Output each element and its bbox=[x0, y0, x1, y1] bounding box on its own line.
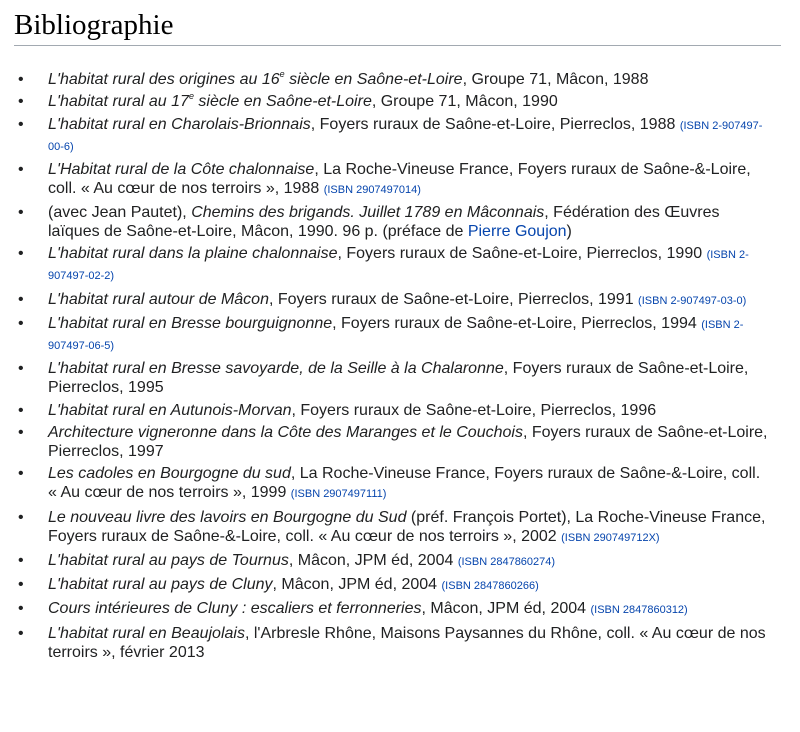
list-item bbox=[14, 599, 786, 620]
bullet-icon: • bbox=[18, 624, 24, 642]
book-title: L'habitat rural au pays de Tournus bbox=[48, 551, 289, 569]
publication-details: , Mâcon, JPM éd, 2004 bbox=[421, 600, 591, 618]
list-item bbox=[14, 423, 786, 461]
bullet-icon: • bbox=[18, 204, 24, 222]
book-title-part: siècle en Saône-et-Loire bbox=[284, 71, 463, 88]
book-title: L'habitat rural en Bresse savoyarde, de la Seille à la Chalaronne bbox=[48, 360, 504, 378]
publication-details: , Foyers ruraux de Saône-et-Loire, Pierreclos, 1991 bbox=[268, 290, 639, 308]
bullet-icon: • bbox=[18, 508, 24, 526]
list-item bbox=[14, 115, 786, 157]
book-title: L'habitat rural en Charolais-Brionnais bbox=[48, 115, 311, 133]
bullet-icon: • bbox=[18, 290, 24, 308]
bullet-icon: • bbox=[18, 160, 24, 178]
book-title bbox=[48, 93, 372, 110]
book-title-part: L'habitat rural des origines au 16 bbox=[48, 71, 280, 88]
isbn-link[interactable]: (ISBN 2847860266) bbox=[441, 580, 539, 593]
publication-details: , Groupe 71, Mâcon, 1988 bbox=[462, 71, 649, 88]
list-item bbox=[14, 401, 786, 420]
section-heading: Bibliographie bbox=[14, 6, 781, 46]
publication-details: ) bbox=[566, 223, 572, 241]
publication-details: (préf. François Portet), La Roche-Vineuse France, Foyers ruraux de Saône-&-Loire, coll. « Au cœur de nos terroirs », 2002 bbox=[48, 508, 766, 545]
book-title-part: L'habitat rural au 17 bbox=[48, 93, 189, 111]
list-item bbox=[14, 314, 786, 356]
publication-details: , Foyers ruraux de Saône-et-Loire, Pierreclos, 1995 bbox=[48, 360, 749, 397]
list-item bbox=[14, 508, 786, 548]
bullet-icon: • bbox=[18, 315, 24, 333]
list-item bbox=[14, 203, 786, 241]
bibliography-list bbox=[14, 70, 786, 662]
list-item bbox=[14, 575, 786, 596]
list-item bbox=[14, 70, 786, 89]
list-item bbox=[14, 464, 786, 504]
bullet-icon: • bbox=[18, 71, 24, 88]
isbn-link[interactable]: (ISBN 2-907497-00-6) bbox=[48, 119, 763, 153]
book-title: Architecture vigneronne dans la Côte des Maranges et le Couchois bbox=[48, 423, 523, 441]
list-item bbox=[14, 160, 786, 200]
bullet-icon: • bbox=[18, 245, 24, 263]
book-title: Les cadoles en Bourgogne du sud bbox=[48, 465, 291, 483]
book-title: Le nouveau livre des lavoirs en Bourgogne du Sud bbox=[48, 508, 407, 526]
publication-details: , Groupe 71, Mâcon, 1990 bbox=[371, 93, 558, 111]
bullet-icon: • bbox=[18, 600, 24, 618]
list-item bbox=[14, 290, 786, 311]
book-title: L'habitat rural en Bresse bourguignonne bbox=[48, 315, 333, 333]
isbn-link[interactable]: (ISBN 2907497014) bbox=[323, 183, 421, 196]
list-item bbox=[14, 92, 786, 111]
book-title bbox=[48, 71, 463, 88]
isbn-link[interactable]: (ISBN 2-907497-03-0) bbox=[638, 294, 747, 307]
isbn-link[interactable]: (ISBN 2847860312) bbox=[590, 604, 688, 617]
century-superscript: e bbox=[188, 91, 194, 102]
list-item bbox=[14, 624, 786, 662]
bullet-icon: • bbox=[18, 93, 24, 111]
bullet-icon: • bbox=[18, 401, 24, 419]
list-item bbox=[14, 359, 786, 397]
author-note: (avec Jean Pautet), bbox=[48, 204, 192, 222]
publication-details: , Fédération des Œuvres laïques de Saône-et-Loire, Mâcon, 1990. 96 p. (préface de bbox=[48, 204, 720, 241]
publication-details: , l'Arbresle Rhône, Maisons Paysannes du Rhône, coll. « Au cœur de nos terroirs », février 2013 bbox=[48, 624, 766, 661]
bullet-icon: • bbox=[18, 360, 24, 378]
publication-details: , Foyers ruraux de Saône-et-Loire, Pierreclos, 1997 bbox=[48, 423, 768, 460]
publication-details: , Mâcon, JPM éd, 2004 bbox=[288, 551, 458, 569]
isbn-link[interactable]: (ISBN 290749712X) bbox=[561, 531, 660, 544]
bullet-icon: • bbox=[18, 551, 24, 569]
bullet-icon: • bbox=[18, 576, 24, 594]
book-title-part: siècle en Saône-et-Loire bbox=[193, 93, 372, 111]
publication-details: , La Roche-Vineuse France, Foyers ruraux de Saône-&-Loire, coll. « Au cœur de nos terroirs », 1999 bbox=[48, 465, 761, 502]
publication-details: , Foyers ruraux de Saône-et-Loire, Pierreclos, 1990 bbox=[337, 245, 707, 263]
book-title: L'habitat rural au pays de Cluny bbox=[48, 576, 273, 594]
century-superscript: e bbox=[279, 69, 285, 79]
book-title: L'Habitat rural de la Côte chalonnaise bbox=[48, 160, 315, 178]
publication-details: , Foyers ruraux de Saône-et-Loire, Pierreclos, 1996 bbox=[291, 401, 657, 419]
publication-details: , La Roche-Vineuse France, Foyers ruraux de Saône-&-Loire, coll. « Au cœur de nos terroirs », 1988 bbox=[48, 160, 751, 197]
isbn-link[interactable]: (ISBN 2-907497-06-5) bbox=[48, 319, 744, 353]
author-link[interactable]: Pierre Goujon bbox=[467, 223, 567, 241]
book-title: Cours intérieures de Cluny : escaliers et ferronneries bbox=[48, 600, 422, 618]
publication-details: , Mâcon, JPM éd, 2004 bbox=[272, 576, 442, 594]
book-title: L'habitat rural en Beaujolais bbox=[48, 624, 245, 642]
bullet-icon: • bbox=[18, 423, 24, 441]
isbn-link[interactable]: (ISBN 2-907497-02-2) bbox=[48, 249, 749, 283]
bullet-icon: • bbox=[18, 465, 24, 483]
list-item bbox=[14, 244, 786, 286]
isbn-link[interactable]: (ISBN 2847860274) bbox=[457, 555, 556, 568]
bullet-icon: • bbox=[18, 115, 24, 133]
book-title: L'habitat rural en Autunois-Morvan bbox=[48, 401, 292, 419]
book-title: L'habitat rural dans la plaine chalonnaise bbox=[48, 245, 338, 263]
list-item bbox=[14, 551, 786, 572]
publication-details: , Foyers ruraux de Saône-et-Loire, Pierreclos, 1988 bbox=[310, 115, 680, 133]
publication-details: , Foyers ruraux de Saône-et-Loire, Pierreclos, 1994 bbox=[332, 315, 702, 333]
book-title: L'habitat rural autour de Mâcon bbox=[48, 290, 269, 308]
book-title: Chemins des brigands. Juillet 1789 en Mâconnais bbox=[191, 204, 545, 222]
isbn-link[interactable]: (ISBN 2907497111) bbox=[290, 488, 387, 501]
